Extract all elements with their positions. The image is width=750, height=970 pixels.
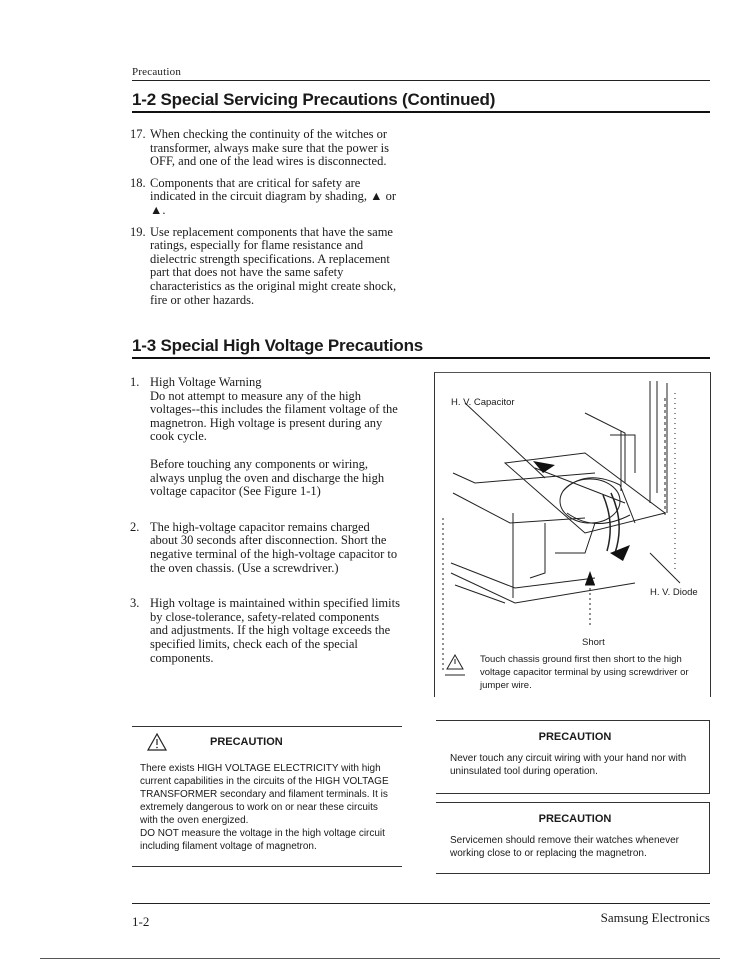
list-item	[132, 226, 400, 308]
list-item	[132, 521, 400, 575]
precaution-left-bottom-rule	[132, 866, 402, 867]
item-title: High Voltage Warning	[150, 375, 262, 389]
item-number: 17.	[130, 127, 146, 141]
precaution-title: PRECAUTION	[538, 813, 612, 825]
precaution-box-right-1	[436, 720, 710, 794]
section-1-2-rule	[132, 111, 710, 113]
precaution-box-right-2	[436, 802, 710, 874]
warning-triangle-icon	[447, 655, 463, 669]
section-1-2-heading: 1-2 Special Servicing Precautions (Continued)	[132, 90, 496, 109]
section-1-3-list	[132, 376, 400, 673]
item-number: 2.	[130, 519, 140, 534]
section-1-2-list	[132, 128, 400, 315]
item-number: 3.	[130, 596, 140, 611]
short-label: Short	[582, 637, 605, 648]
list-item	[132, 376, 400, 499]
item-text: Use replacement components that have the same ratings, especially for flame resistance and dielectric strength specifications. A replacement part that does not have the same safety characteristics as the original might create shock, fire or other hazards.	[150, 224, 397, 307]
item-text: When checking the continuity of the witches or transformer, always make sure that the power is OFF, and one of the lead wires is disconnected.	[150, 127, 390, 169]
item-text: High voltage is maintained within specified limits by close-tolerance, safety-related components and adjustments. If the high voltage exceeds the specified limits, check each of the special components.	[150, 596, 400, 665]
footer-rule	[132, 903, 710, 904]
capacitor-label: H. V. Capacitor	[451, 397, 515, 408]
publisher-name: Samsung Electronics	[600, 910, 710, 925]
capacitor-illustration	[435, 373, 710, 697]
precaution-title: PRECAUTION	[210, 736, 283, 748]
item-number: 18.	[130, 175, 146, 190]
figure-box	[434, 372, 711, 697]
diode-label: H. V. Diode	[650, 587, 698, 598]
figure-caption: Touch chassis ground first then short to the high voltage capacitor terminal by using screwdriver or jumper wire.	[480, 654, 689, 691]
precaution-text: There exists HIGH VOLTAGE ELECTRICITY with high current capabilities in the circuits of the HIGH VOLTAGE TRANSFORMER secondary and filament terminals. It is extremely dangerous to work on or near these circuits with the oven energized.	[140, 763, 389, 826]
precaution-text: Servicemen should remove their watches whenever working close to or replacing the magnetron.	[450, 835, 679, 859]
warning-triangle-icon	[146, 732, 168, 752]
item-text: The high-voltage capacitor remains charged about 30 seconds after disconnection. Short the negative terminal of the high-voltage capacitor to the oven chassis. (Use a screwdriver.)	[150, 519, 398, 575]
section-1-3-heading: 1-3 Special High Voltage Precautions	[132, 336, 424, 355]
list-item	[132, 597, 400, 665]
precaution-text: Never touch any circuit wiring with your hand nor with uninsulated tool during operation.	[450, 753, 687, 777]
item-text: Before touching any components or wiring, always unplug the oven and discharge the high voltage capacitor (See Figure 1-1)	[150, 456, 385, 499]
list-item	[132, 128, 400, 169]
bottom-edge-rule	[40, 958, 720, 959]
section-1-3-rule	[132, 357, 710, 359]
precaution-text: DO NOT measure the voltage in the high voltage circuit including filament voltage of magnetron.	[140, 828, 385, 852]
precaution-title: PRECAUTION	[538, 731, 612, 743]
item-number: 1.	[130, 375, 140, 389]
header-rule	[132, 80, 710, 81]
list-item	[132, 177, 400, 218]
page-number: 1-2	[132, 914, 150, 929]
running-head: Precaution	[132, 66, 182, 78]
precaution-box-left	[140, 730, 396, 853]
item-text: Components that are critical for safety are indicated in the circuit diagram by shading, ▲ or ▲.	[150, 175, 396, 217]
precaution-left-top-rule	[132, 726, 402, 727]
item-number: 19.	[130, 224, 146, 239]
item-text: Do not attempt to measure any of the high voltages--this includes the filament voltage of the magnetron. High voltage is present during any cook cycle.	[150, 388, 398, 444]
